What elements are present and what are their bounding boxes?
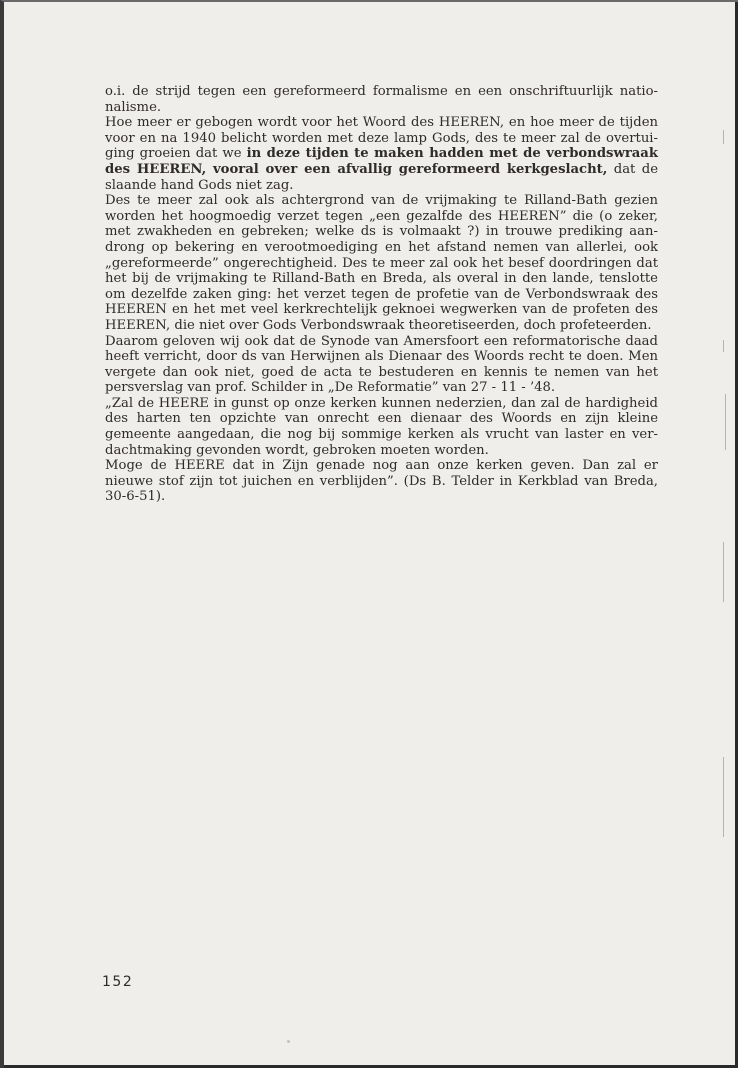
paragraph-2-text-start: Hoe meer er gebogen wordt voor het Woord des HEEREN, en hoe meer de tijden voor en na 1940 belicht worden met deze lamp Gods, des te meer zal de overtuiging groeien dat we [105,115,658,162]
margin-mark [725,394,726,450]
paragraph-1: o.i. de strijd tegen een gereformeerd formalisme en een onschriftuurlijk nationalisme. [105,84,658,115]
paragraph-2-text-end: dat de slaande hand Gods niet zag. [105,161,659,193]
paragraph-2-bold-emphasis: in deze tijden te maken hadden met de verbondswraak des HEEREN, vooral over een afvallig gereformeerd kerkgeslacht, [105,146,658,177]
paragraph-2 [105,115,658,193]
paragraph-5: „Zal de HEERE in gunst op onze kerken kunnen nederzien, dan zal de hardigheid des harten ten opzichte van onrecht een dienaar des Woords en zijn kleine gemeente aangedaan, die nog bij sommige kerken als vrucht van laster en verdachtmaking gevonden wordt, gebroken moeten worden. [105,395,658,458]
paragraph-4: Daarom geloven wij ook dat de Synode van Amersfoort een reformatorische daad heeft verricht, door ds van Herwijnen als Dienaar des Woords recht te doen. Men vergete dan ook niet, goed de acta te bestuderen en kennis te nemen van het persverslag van prof. Schilder in „De Reformatie” van 27 - 11 - ’48. [105,333,658,396]
body-text [105,84,658,505]
page-number: 152 [102,974,134,990]
margin-mark [723,542,724,602]
paragraph-6: Moge de HEERE dat in Zijn genade nog aan onze kerken geven. Dan zal er nieuwe stof zijn tot juichen en verblijden”. (Ds B. Telder in Kerkblad van Breda, 30-6-51). [105,458,658,505]
margin-mark [723,757,724,837]
margin-mark [723,340,724,352]
paper-speck [287,1040,290,1043]
margin-mark [723,130,724,144]
paragraph-3: Des te meer zal ook als achtergrond van de vrijmaking te Rilland-Bath gezien worden het hoogmoedig verzet tegen „een gezalfde des HEEREN” die (o zeker, met zwakheden en gebreken; welke ds is volmaakt ?) in trouwe prediking aandrong op bekering en verootmoediging en het afstand nemen van allerlei, ook „gereformeerde” ongerechtigheid. Des te meer zal ook het besef doordringen dat het bij de vrijmaking te Rilland-Bath en Breda, als overal in den lande, tenslotte om dezelfde zaken ging: het verzet tegen de profetie van de Verbondswraak des HEEREN en het met veel kerkrechtelijk geknoei wegwerken van de profeten des HEEREN, die niet over Gods Verbondswraak theoretiseerden, doch profeteerden. [105,193,658,333]
